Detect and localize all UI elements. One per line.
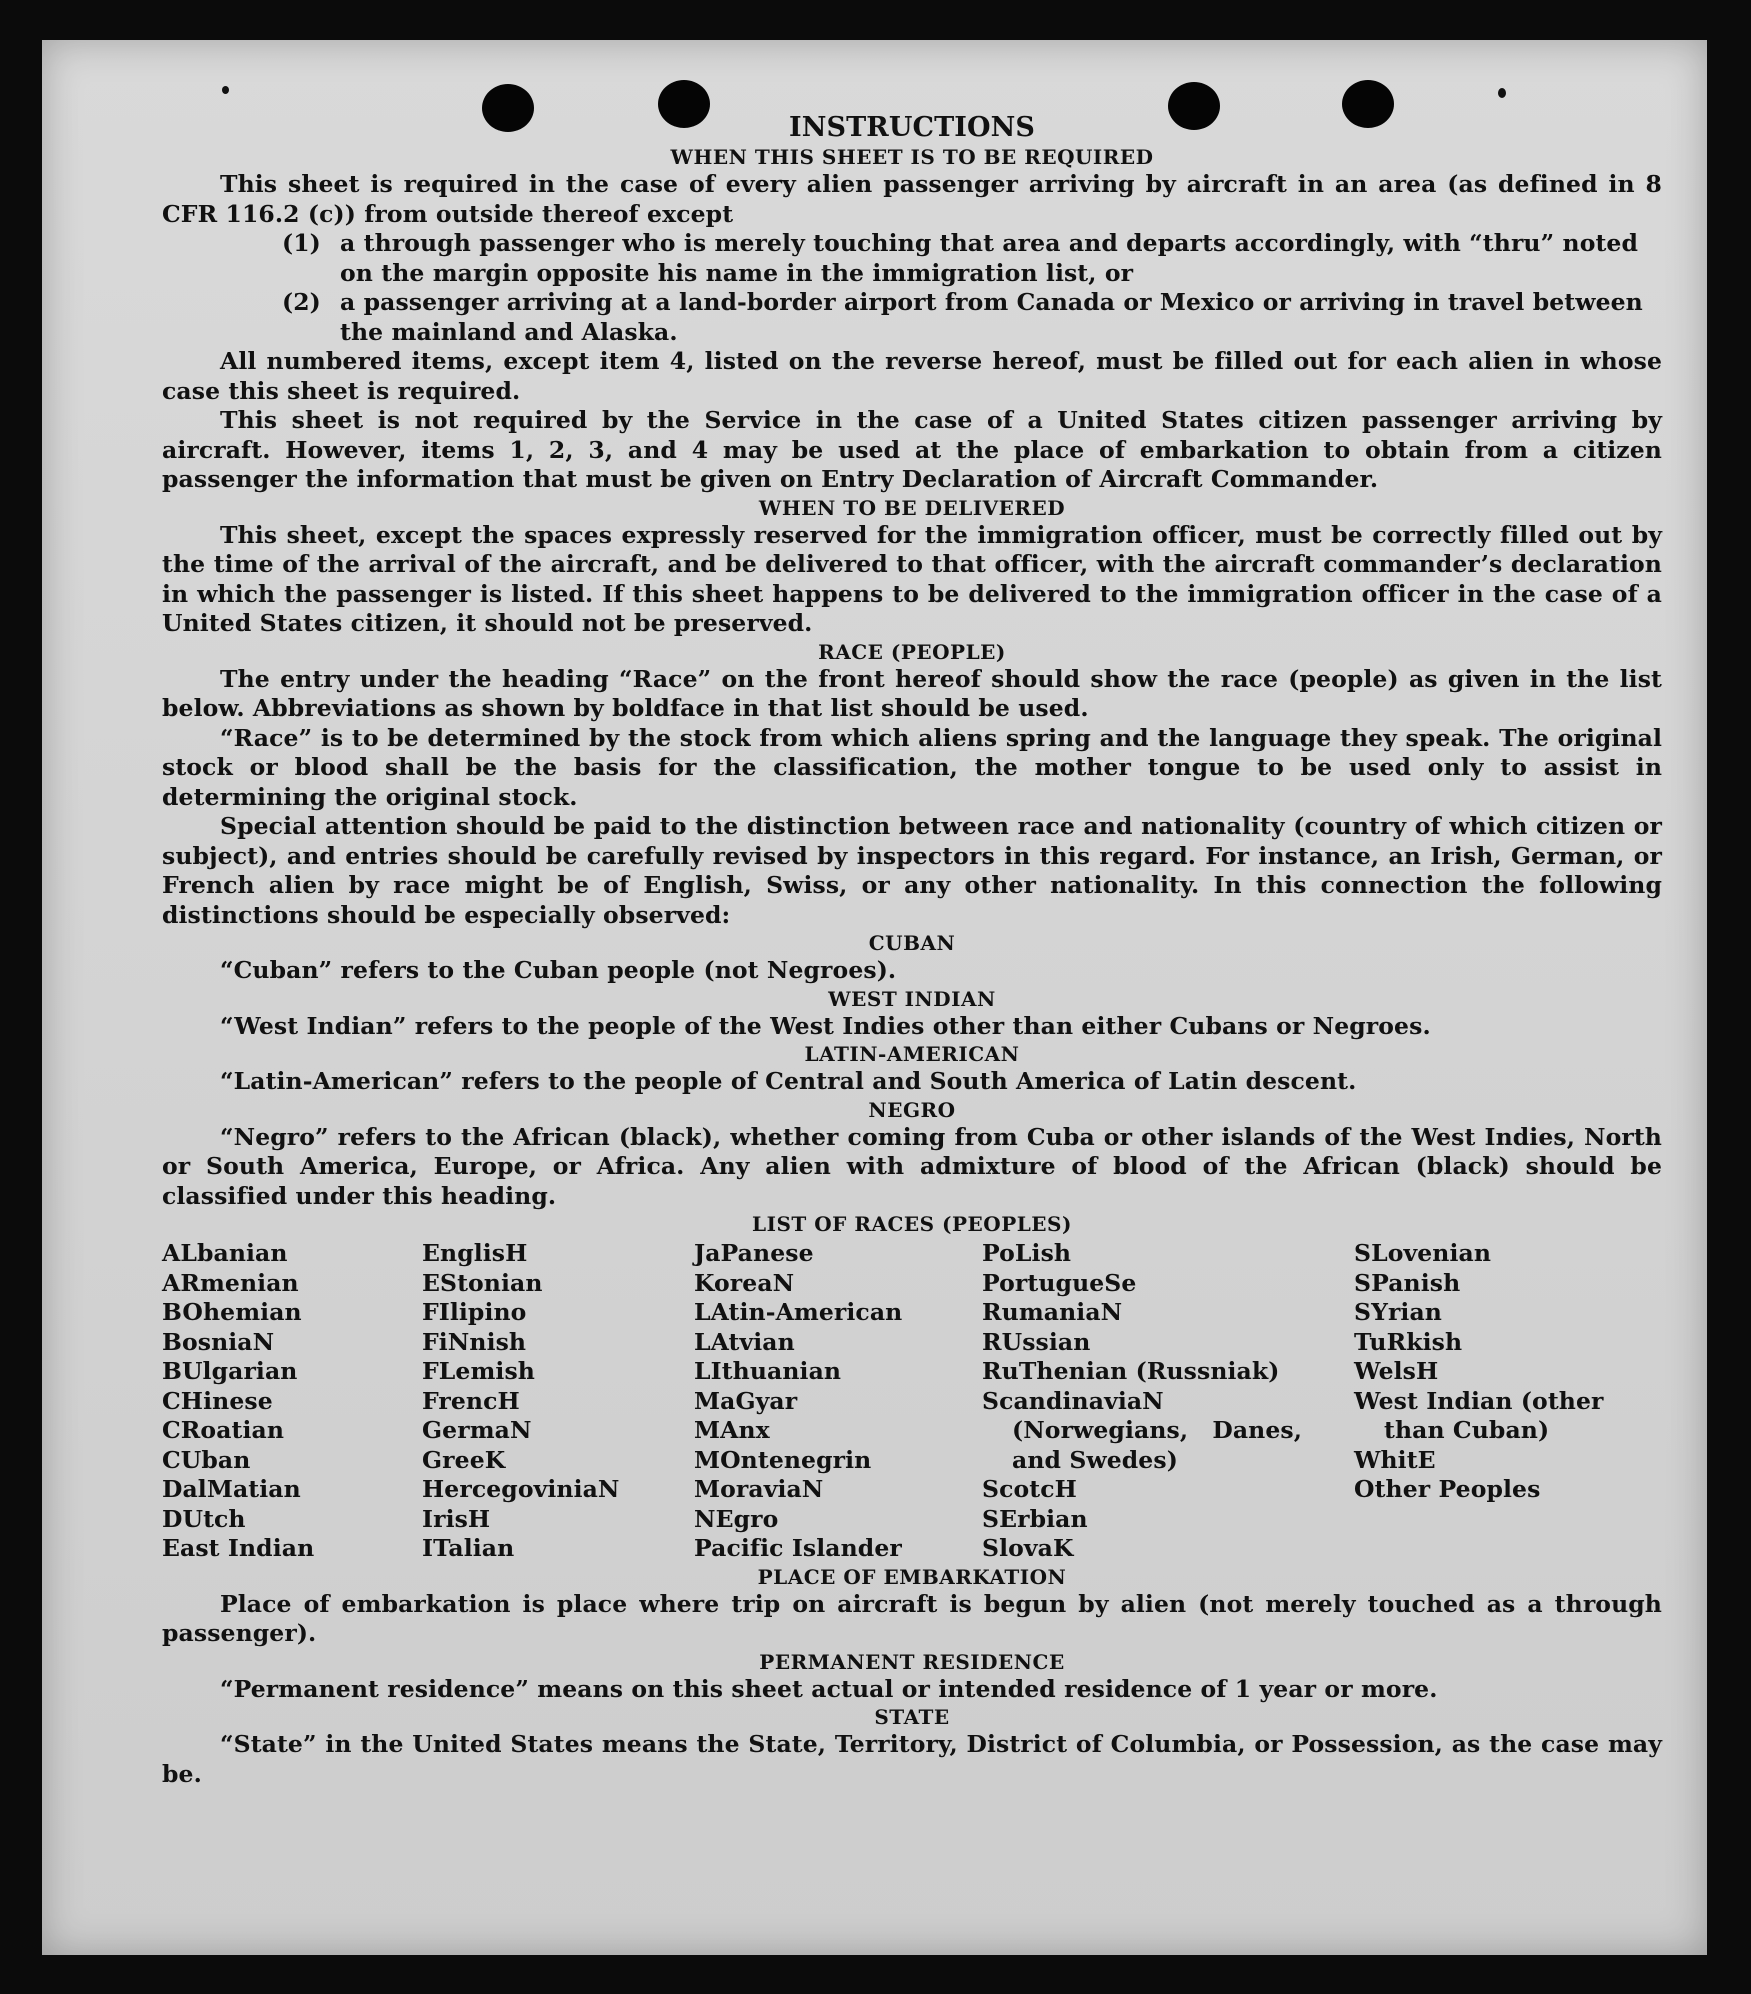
- paragraph: All numbered items, except item 4, listed on the reverse hereof, must be filled out for each alien in whose case this sheet is required.: [162, 347, 1662, 405]
- heading-list-of-races: LIST OF RACES (PEOPLES): [752, 1212, 1072, 1236]
- dust-speck: [222, 86, 229, 94]
- race-entry: MaGyar: [694, 1386, 798, 1415]
- paragraph: This sheet is required in the case of every alien passenger arriving by aircraft in an area (as defined in 8 CFR 116.2 (c)) from outside thereof except: [162, 170, 1662, 228]
- race-entry: CHinese: [162, 1386, 273, 1415]
- race-entry: Pacific Islander: [694, 1534, 902, 1562]
- race-entry: WhitE: [1354, 1445, 1436, 1474]
- race-entry: SErbian: [982, 1504, 1088, 1533]
- heading-negro: NEGRO: [868, 1097, 956, 1122]
- paragraph: “Latin-American” refers to the people of Central and South America of Latin descent.: [220, 1067, 1357, 1095]
- races-column: [982, 1239, 1354, 1564]
- race-entry: LAtvian: [694, 1327, 795, 1356]
- race-entry: RumaniaN: [982, 1298, 1123, 1326]
- race-entry: ScotcH: [982, 1475, 1077, 1503]
- race-entry: BOhemian: [162, 1298, 302, 1326]
- race-entry: SlovaK: [982, 1534, 1074, 1562]
- race-entry: FrencH: [422, 1386, 520, 1415]
- heading-required: WHEN THIS SHEET IS TO BE REQUIRED: [670, 145, 1154, 169]
- race-entry: TuRkish: [1354, 1327, 1463, 1356]
- race-entry: LAtin-American: [694, 1298, 903, 1326]
- race-entry: PoLish: [982, 1239, 1072, 1267]
- race-entry: EnglisH: [422, 1239, 528, 1267]
- race-entry: BUlgarian: [162, 1357, 298, 1385]
- race-entry: ARmenian: [162, 1268, 299, 1297]
- race-entry: RUssian: [982, 1327, 1091, 1356]
- paragraph: This sheet is not required by the Service in the case of a United States citizen passenger arriving by aircraft. However, items 1, 2, 3, and 4 may be used at the place of embarkation to obtain from a citizen passenger the information that must be given on Entry Declaration of Aircraft Commander.: [162, 406, 1662, 493]
- race-entry: SYrian: [1354, 1298, 1442, 1326]
- paragraph: The entry under the heading “Race” on the front hereof should show the race (people) as given in the list below. Abbreviations as shown by boldface in that list should be used.: [162, 664, 1662, 722]
- race-entry: EStonian: [422, 1268, 543, 1297]
- race-entry: HercegoviniaN: [422, 1475, 620, 1503]
- paragraph: This sheet, except the spaces expressly reserved for the immigration officer, must be correctly filled out by the time of the arrival of the aircraft, and be delivered to that officer, with the aircraft commander’s declaration in which the passenger is listed. If this sheet happens to be delivered to the immigration officer in the case of a United States citizen, it should not be preserved.: [162, 520, 1662, 637]
- heading-race: RACE (PEOPLE): [818, 639, 1006, 664]
- race-entry: MOntenegrin: [694, 1445, 872, 1474]
- race-entry: MoraviaN: [694, 1475, 824, 1503]
- paragraph: “Permanent residence” means on this sheet actual or intended residence of 1 year or more.: [220, 1674, 1438, 1703]
- race-entry: Other Peoples: [1354, 1475, 1541, 1503]
- paragraph: Place of embarkation is place where trip on aircraft is begun by alien (not merely touched as a through passenger).: [162, 1589, 1662, 1647]
- paragraph: “Cuban” refers to the Cuban people (not Negroes).: [220, 956, 897, 984]
- paragraph: “State” in the United States means the State, Territory, District of Columbia, or Possession, as the case may be.: [162, 1730, 1662, 1788]
- race-entry: FLemish: [422, 1357, 535, 1385]
- race-entry: ALbanian: [162, 1239, 288, 1267]
- item-number: (2): [282, 288, 321, 316]
- page-title: INSTRUCTIONS: [789, 112, 1035, 143]
- race-entry: DUtch: [162, 1504, 246, 1533]
- item-number: (1): [282, 229, 321, 257]
- race-entry: KoreaN: [694, 1268, 795, 1297]
- race-entry: JaPanese: [694, 1239, 814, 1267]
- numbered-item: [162, 288, 1662, 347]
- heading-latin-american: LATIN-AMERICAN: [804, 1042, 1020, 1066]
- race-entry: GermaN: [422, 1416, 532, 1444]
- race-entry: DalMatian: [162, 1475, 301, 1503]
- heading-west-indian: WEST INDIAN: [828, 986, 996, 1011]
- instructions-content: [162, 112, 1662, 1789]
- race-entry: MAnx: [694, 1416, 770, 1444]
- heading-embarkation: PLACE OF EMBARKATION: [757, 1564, 1067, 1589]
- numbered-item: [162, 229, 1662, 288]
- race-entry: ITalian: [422, 1534, 515, 1562]
- paragraph: “Race” is to be determined by the stock from which aliens spring and the language they speak. The original stock or blood shall be the basis for the classification, the mother tongue to be used only to assist in determining the original stock.: [162, 723, 1662, 811]
- races-column: [1354, 1239, 1662, 1564]
- race-entry: IrisH: [422, 1504, 491, 1533]
- race-entry: FiNnish: [422, 1327, 527, 1356]
- race-entry: RuThenian (Russniak): [982, 1357, 1280, 1385]
- race-entry: BosniaN: [162, 1327, 275, 1356]
- races-column: [694, 1239, 982, 1564]
- race-entry: FIlipino: [422, 1298, 527, 1326]
- race-entry: WelsH: [1354, 1357, 1439, 1385]
- dust-speck: [1498, 88, 1506, 98]
- race-entry: LIthuanian: [694, 1357, 842, 1385]
- heading-delivered: WHEN TO BE DELIVERED: [758, 495, 1066, 520]
- item-text: a through passenger who is merely touching that area and departs accordingly, with “thru” noted on the margin opposite his name in the immigration list, or: [340, 229, 1639, 287]
- race-entry: SPanish: [1354, 1268, 1461, 1297]
- paragraph: Special attention should be paid to the distinction between race and nationality (country of which citizen or subject), and entries should be carefully revised by inspectors in this regard. For instance, an Irish, German, or French alien by race might be of English, Swiss, or any other nationality. In this connection the following distinctions should be especially observed:: [162, 812, 1662, 929]
- race-entry-scandinavian: ScandinaviaN (Norwegians, Danes, and Swedes): [982, 1386, 1302, 1474]
- race-entry: East Indian: [162, 1534, 315, 1562]
- race-entry-west-indian: West Indian (other than Cuban): [1354, 1386, 1604, 1444]
- heading-permanent-residence: PERMANENT RESIDENCE: [759, 1649, 1065, 1674]
- heading-state: STATE: [874, 1705, 950, 1729]
- paragraph: “Negro” refers to the African (black), whether coming from Cuba or other islands of the West Indies, North or South America, Europe, or Africa. Any alien with admixture of blood of the African (black) should be classified under this heading.: [162, 1122, 1662, 1210]
- races-table: [162, 1239, 1662, 1564]
- races-column: [422, 1239, 694, 1564]
- race-entry: PortugueSe: [982, 1268, 1137, 1297]
- race-entry: SLovenian: [1354, 1239, 1492, 1267]
- heading-cuban: CUBAN: [868, 931, 956, 955]
- document-sheet: [42, 40, 1707, 1955]
- race-entry: CRoatian: [162, 1416, 285, 1444]
- item-text: a passenger arriving at a land-border airport from Canada or Mexico or arriving in travel between the mainland and Alaska.: [340, 288, 1643, 346]
- paragraph: “West Indian” refers to the people of the West Indies other than either Cubans or Negroes.: [220, 1011, 1431, 1040]
- race-entry: GreeK: [422, 1445, 506, 1474]
- race-entry: CUban: [162, 1445, 251, 1474]
- race-entry: NEgro: [694, 1504, 779, 1533]
- races-column: [162, 1239, 422, 1564]
